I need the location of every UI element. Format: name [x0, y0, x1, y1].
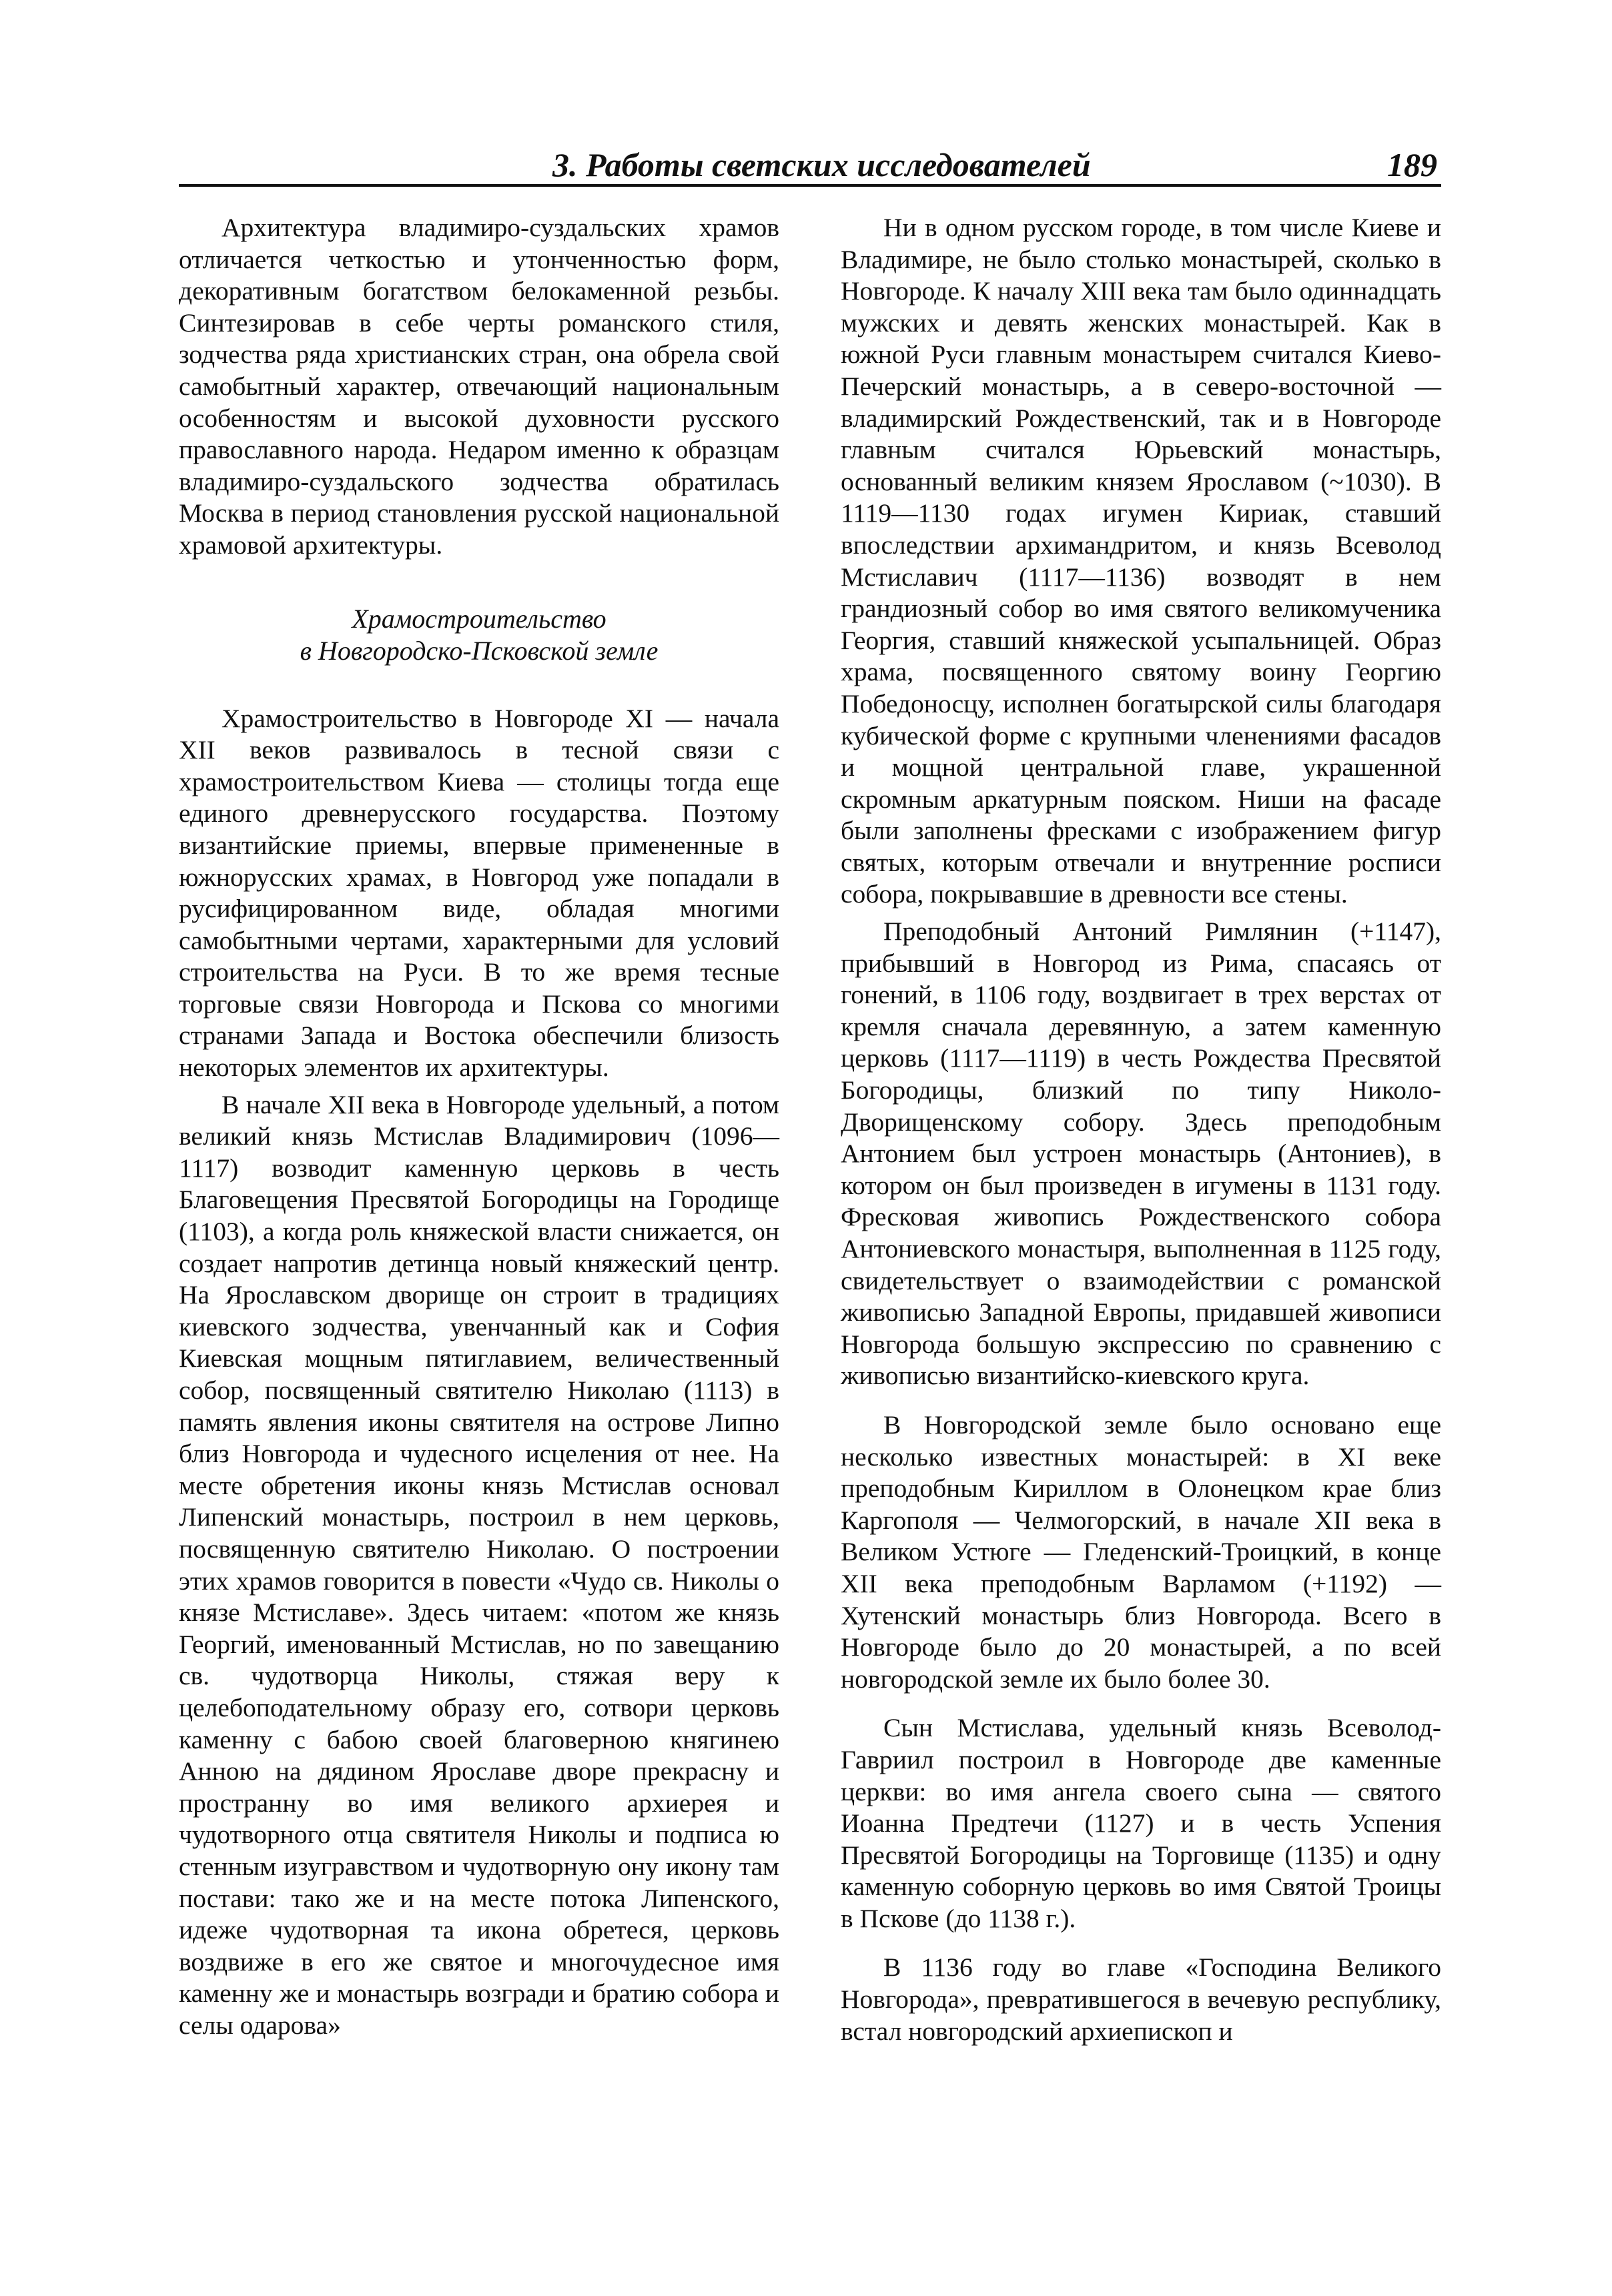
- section-heading-line: Храмостроительство: [352, 603, 607, 634]
- paragraph: В начале XII века в Новгороде удельный, а потом великий князь Мстислав Владимирович (1096—1117) возводит каменную церковь в честь Благовещения Пресвятой Богородицы на Городище (1103), а когда роль княжеской власти снижается, он создает напротив детинца новый княжеский центр. На Ярославском дворище он строит в традициях киевского зодчества, увенчанный как и София Киевская мощным пятиглавием, величественный собор, посвященный святителю Николаю (1113) в память явления иконы святителя на острове Липно близ Новгорода и чудесного исцеления от нее. На месте обретения иконы князь Мстислав основал Липенский монастырь, построил в нем церковь, посвященную святителю Николаю. О построении этих храмов говорится в повести «Чудо св. Николы о князе Мстиславе». Здесь читаем: «потом же князь Георгий, именованный Мстислав, но по завещанию св. чудотворца Николы, стяжая веру к целебоподательному образу его, сотвори церковь каменну с бабою своей благоверною княгинею Анною на дядином Ярославе дворе прекрасну и пространну во имя великого архиерея и чудотворного отца святителя Николы и подписа ю стенным изугравством и чудотворную ону икону там постави: тако же и на месте потока Липенского, идеже чудотворная та икона обретеся, церковь воздвиже в его же святое и многочудесное имя каменну же и монастырь возгради и братию собора и селы одарова»: [179, 1089, 779, 2040]
- paragraph: В Новгородской земле было основано еще несколько известных монастырей: в XI веке преподобным Кириллом в Олонецком крае близ Каргополя — Челмогорский, в начале XII века в Великом Устюге — Гледенский-Троицкий, в конце XII века преподобным Варламом (+1192) — Хутенский монастырь близ Новгорода. Всего в Новгороде было до 20 монастырей, а по всей новгородской земле их было более 30.: [841, 1409, 1441, 1694]
- paragraph: В 1136 году во главе «Господина Великого Новгорода», превратившегося в вечевую республику, встал новгородский архиепископ и: [841, 1952, 1441, 2046]
- paragraph: Преподобный Антоний Римлянин (+1147), прибывший в Новгород из Рима, спасаясь от гонений, в 1106 году, воздвигает в трех верстах от кремля сначала деревянную, а затем каменную церковь (1117—1119) в честь Рождества Пресвятой Богородицы, близкий по типу Николо-Дворищенскому собору. Здесь преподобным Антонием был устроен монастырь (Антониев), в котором он был произведен в игумены в 1131 году. Фресковая живопись Рождественского собора Антониевского монастыря, выполненная в 1125 году, свидетельствует о взаимодействии с романской живописью Западной Европы, придавшей живописи Новгорода большую экспрессию по сравнению с живописью византийско-киевского круга.: [841, 917, 1441, 1391]
- running-head: [179, 141, 1441, 187]
- paragraph: Архитектура владимиро-суздальских храмов отличается четкостью и утонченностью форм, декоративным богатством белокаменной резьбы. Синтезировав в себе черты романского стиля, зодчества ряда христианских стран, она обрела свой самобытный характер, отвечающий национальным особенностям и высокой духовности русского православного народа. Недаром именно к образцам владимиро-суздальского зодчества обратилась Москва в период становления русской национальной храмовой архитектуры.: [179, 213, 779, 560]
- paragraph: Храмостроительство в Новгороде XI — начала XII веков развивалось в тесной связи с храмостроительством Киева — столицы тогда еще единого древнерусского государства. Поэтому византийские приемы, впервые примененные в южнорусских храмах, в Новгород уже попадали в русифицированном виде, обладая многими самобытными чертами, характерными для условий строительства на Руси. В то же время тесные торговые связи Новгорода и Пскова со многими странами Запада и Востока обеспечили близость некоторых элементов их архитектуры.: [179, 703, 779, 1083]
- paragraph: Сын Мстислава, удельный князь Всеволод-Гавриил построил в Новгороде две каменные церкви: во имя ангела своего сына — святого Иоанна Предтечи (1127) и в честь Успения Пресвятой Богородицы на Торговище (1135) и одну каменную соборную церковь во имя Святой Троицы в Пскове (до 1138 г.).: [841, 1713, 1441, 1933]
- right-column: [841, 212, 1441, 2047]
- section-heading: [179, 603, 779, 667]
- page-number: 189: [1387, 146, 1437, 183]
- running-title: 3. Работы светских исследователей: [552, 146, 1091, 183]
- paragraph: Ни в одном русском городе, в том числе Киеве и Владимире, не было столько монастырей, сколько в Новгороде. К началу XIII века там было одиннадцать мужских и девять женских монастырей. Как в южной Руси главным монастырем считался Киево-Печерский монастырь, а в северо-восточной — владимирский Рождественский, так и в Новгороде главным считался Юрьевский монастырь, основанный великим князем Ярославом (~1030). В 1119—1130 годах игумен Кириак, ставший впоследствии архимандритом, и князь Всеволод Мстиславич (1117—1136) возводят в нем грандиозный собор во имя святого великомученика Георгия, ставший княжеской усыпальницей. Образ храма, посвященного святому воину Георгию Победоносцу, исполнен богатырской силы благодаря кубической форме с крупными членениями фасадов и мощной центральной главе, украшенной скромным аркатурным пояском. Ниши на фасаде были заполнены фресками с изображением фигур святых, которым отвечали и внутренние росписи собора, покрывавшие в древности все стены.: [841, 213, 1441, 909]
- section-heading-line: в Новгородско-Псковской земле: [300, 635, 659, 666]
- left-column: [179, 212, 779, 2041]
